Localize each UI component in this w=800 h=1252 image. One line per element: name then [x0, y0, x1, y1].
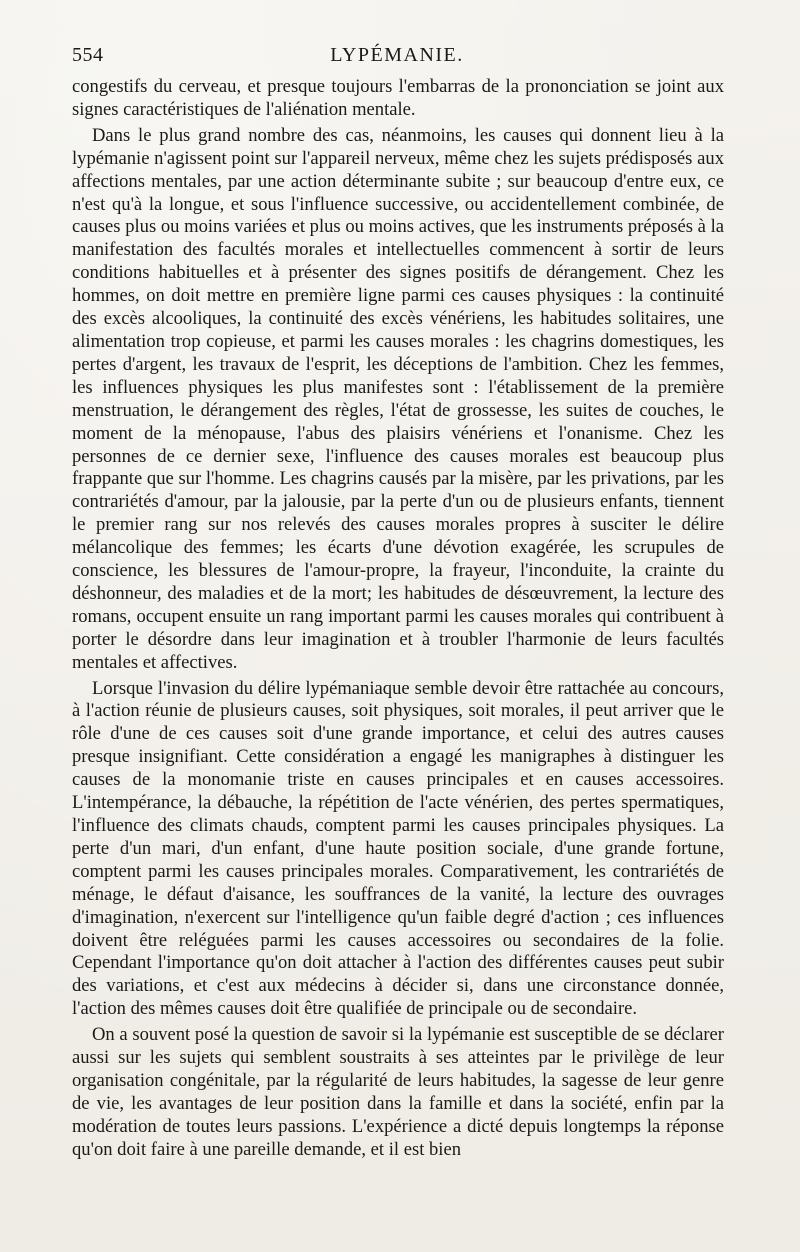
page-number: 554 [72, 44, 104, 66]
paragraph-causes-principales: Lorsque l'invasion du délire lypémaniaque semble devoir être rattachée au concours, à l'action réunie de plusieurs causes, soit physiques, soit morales, il peut arriver que le rôle d'une de ces causes soit d'une grande importance, et celui des autres causes presque insignifiant. Cette considération a engagé les manigraphes à distinguer les causes de la monomanie triste en causes principales et en causes accessoires. L'intempérance, la débauche, la répétition de l'acte vénérien, des pertes spermatiques, l'influence des climats chauds, comptent parmi les causes principales physiques. La perte d'un mari, d'un enfant, d'une haute position sociale, d'une grande fortune, comptent parmi les causes principales morales. Comparativement, les contrariétés de ménage, le défaut d'aisance, les souffrances de la vanité, la lecture des ouvrages d'imagination, n'exercent sur l'intelligence qu'un faible degré d'action ; ces influences doivent être reléguées parmi les causes accessoires ou secondaires de la folie. Cependant l'importance qu'on doit attacher à l'action des différentes causes peut subir des variations, et c'est aux médecins à décider si, dans une circonstance donnée, l'action des mêmes causes doit être qualifiée de principale ou de secondaire. [72, 677, 724, 1020]
body-text [72, 76, 724, 1162]
paragraph-causes-sexes: Dans le plus grand nombre des cas, néanmoins, les causes qui donnent lieu à la lypémanie n'agissent point sur l'appareil nerveux, même chez les sujets prédisposés aux affections mentales, par une action déterminante subite ; sur beaucoup d'entre eux, ce n'est qu'à la longue, et sous l'influence successive, ou accidentellement combinée, de causes plus ou moins variées et plus ou moins actives, que les instruments préposés à la manifestation des facultés morales et intellectuelles commencent à sortir de leurs conditions habituelles et à présenter des signes positifs de dérangement. Chez les hommes, on doit mettre en première ligne parmi ces causes physiques : la continuité des excès alcooliques, la continuité des excès vénériens, les habitudes solitaires, une alimentation trop copieuse, et parmi les causes morales : les chagrins domestiques, les pertes d'argent, les travaux de l'esprit, les déceptions de l'ambition. Chez les femmes, les influences physiques les plus manifestes sont : l'établissement de la première menstruation, le dérangement des règles, l'état de grossesse, les suites de couches, le moment de la ménopause, l'abus des plaisirs vénériens et l'onanisme. Chez les personnes de ce dernier sexe, l'influence des causes morales est beaucoup plus frappante que sur l'homme. Les chagrins causés par la misère, par les privations, par les contrariétés d'amour, par la jalousie, par la perte d'un ou de plusieurs enfants, tiennent le premier rang sur nos relevés des causes morales propres à susciter le délire mélancolique des femmes; les écarts d'une dévotion exagérée, les scrupules de conscience, les blessures de l'amour-propre, la frayeur, l'inconduite, la crainte du déshonneur, des maladies et de la mort; les habitudes de désœuvrement, la lecture des romans, occupent ensuite un rang important parmi les causes morales qui contribuent à porter le désordre dans leur imagination et à troubler l'harmonie de leurs facultés mentales et affectives. [72, 124, 724, 673]
running-title: LYPÉMANIE. [330, 44, 464, 66]
paragraph-continuation: congestifs du cerveau, et presque toujours l'embarras de la prononciation se joint aux signes caractéristiques de l'aliénation mentale. [72, 76, 724, 120]
page-header [72, 44, 722, 76]
paragraph-question-predisposition: On a souvent posé la question de savoir si la lypémanie est susceptible de se déclarer aussi sur les sujets qui semblent soustraits à ses atteintes par le privilège de leur organisation congénitale, par la régularité de leurs habitudes, la sagesse de leur genre de vie, les avantages de leur position dans la famille et dans la société, enfin par la modération de toutes leurs passions. L'expérience a dicté depuis longtemps la réponse qu'on doit faire à une pareille demande, et il est bien [72, 1024, 724, 1160]
